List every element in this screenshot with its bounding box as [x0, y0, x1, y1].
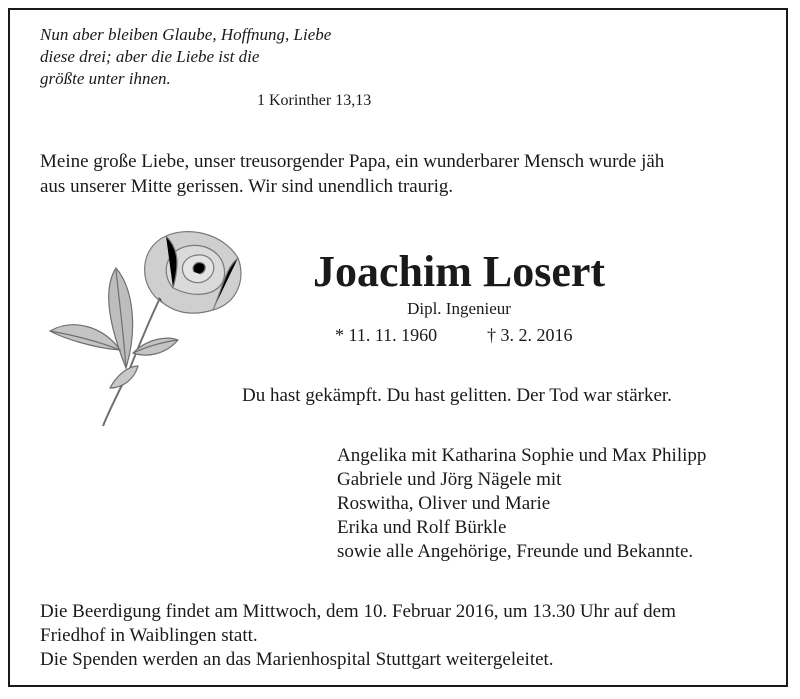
memorial-quote: Du hast gekämpft. Du hast gelitten. Der Tod war stärker.: [242, 385, 672, 406]
bible-verse: [40, 24, 400, 90]
family-line-3: Roswitha, Oliver und Marie: [337, 493, 551, 514]
verse-line-1: Nun aber bleiben Glaube, Hoffnung, Liebe: [40, 25, 332, 44]
verse-line-3: größte unter ihnen.: [40, 69, 171, 88]
birth-date: * 11. 11. 1960: [335, 325, 438, 345]
funeral-notice: [40, 600, 780, 672]
funeral-line-1: Die Beerdigung findet am Mittwoch, dem 10. Februar 2016, um 13.30 Uhr auf dem: [40, 601, 676, 622]
family-line-2: Gabriele und Jörg Nägele mit: [337, 469, 562, 490]
verse-line-2: diese drei; aber die Liebe ist die: [40, 47, 260, 66]
family-line-1: Angelika mit Katharina Sophie und Max Philipp: [337, 445, 707, 466]
family-line-4: Erika und Rolf Bürkle: [337, 517, 507, 538]
family-list: [337, 444, 706, 564]
deceased-name: Joachim Losert: [312, 247, 606, 296]
intro-line-1: Meine große Liebe, unser treusorgender Papa, ein wunderbarer Mensch wurde jäh: [40, 151, 665, 172]
rose-icon: [48, 228, 248, 430]
intro-line-2: aus unserer Mitte gerissen. Wir sind unendlich traurig.: [40, 176, 454, 197]
funeral-line-3: Die Spenden werden an das Marienhospital Stuttgart weitergeleitet.: [40, 649, 554, 670]
funeral-line-2: Friedhof in Waiblingen statt.: [40, 625, 258, 646]
intro-text: [40, 149, 780, 199]
deceased-title: Dipl. Ingenieur: [407, 299, 511, 318]
death-date: † 3. 2. 2016: [487, 325, 573, 345]
verse-reference: 1 Korinther 13,13: [257, 92, 372, 109]
family-line-5: sowie alle Angehörige, Freunde und Bekannte.: [337, 541, 694, 562]
